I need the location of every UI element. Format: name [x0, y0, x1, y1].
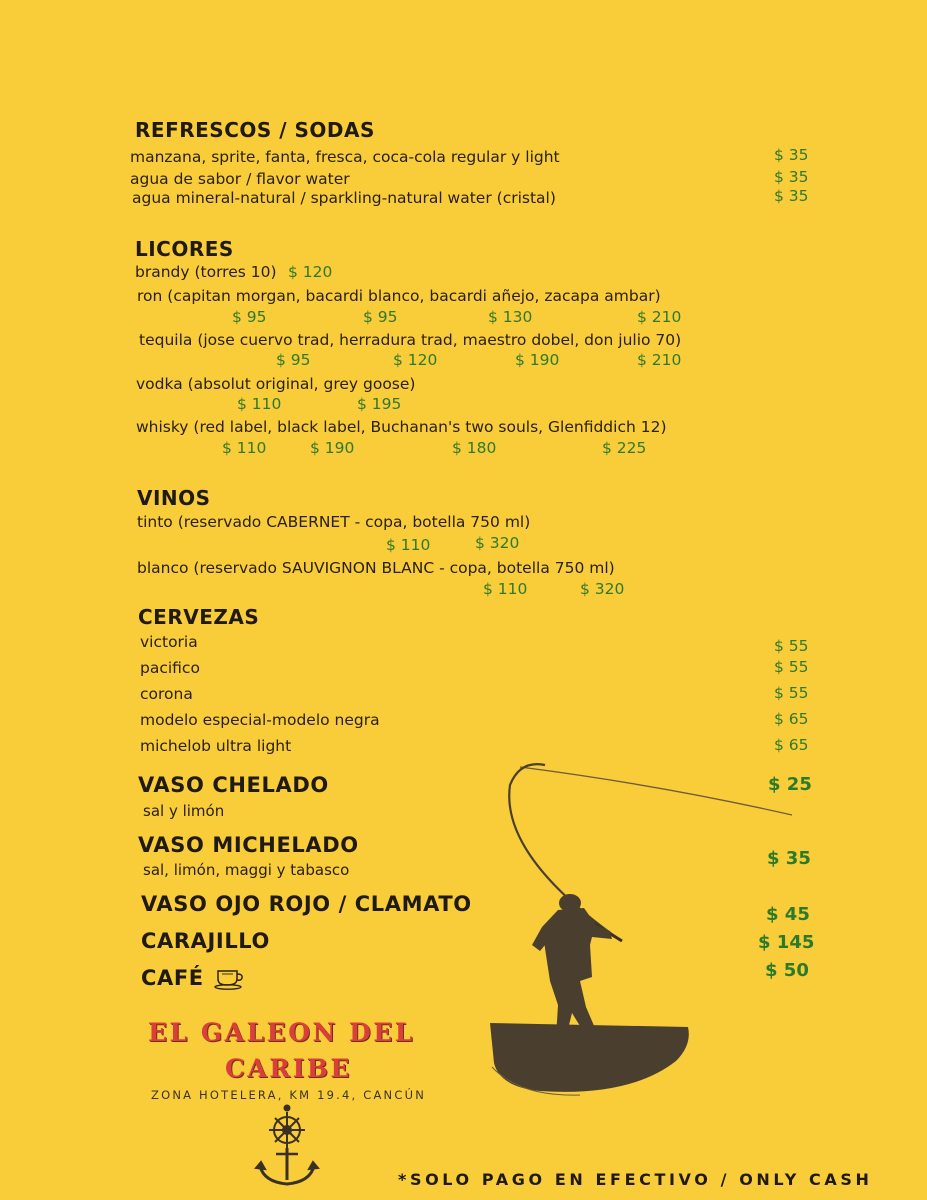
special-price: $ 25 — [768, 774, 812, 795]
menu-item-price: $ 190 — [515, 351, 560, 369]
menu-item-name: modelo especial-modelo negra — [140, 711, 380, 729]
coffee-cup-icon — [213, 966, 247, 990]
special-description: sal, limón, maggi y tabasco — [143, 861, 350, 879]
menu-item-price: $ 225 — [602, 439, 647, 457]
menu-item-name: ron (capitan morgan, bacardi blanco, bacardi añejo, zacapa ambar) — [137, 287, 661, 305]
special-title: VASO CHELADO — [138, 773, 329, 797]
menu-item-price: $ 120 — [288, 263, 333, 281]
special-title: CAFÉ — [141, 966, 204, 990]
menu-item-price: $ 110 — [222, 439, 267, 457]
menu-item-price: $ 195 — [357, 395, 402, 413]
menu-item-price: $ 95 — [232, 308, 267, 326]
menu-item-price: $ 55 — [774, 658, 809, 676]
menu-item-name: corona — [140, 685, 193, 703]
menu-item-name: brandy (torres 10) — [135, 263, 277, 281]
menu-item-price: $ 110 — [483, 580, 528, 598]
menu-item-name: agua de sabor / flavor water — [130, 170, 350, 188]
menu-item-price: $ 190 — [310, 439, 355, 457]
menu-item-name: blanco (reservado SAUVIGNON BLANC - copa, botella 750 ml) — [137, 559, 615, 577]
menu-item-price: $ 95 — [276, 351, 311, 369]
brand-name-line1: EL GALEON DEL — [148, 1018, 415, 1047]
menu-item-name: whisky (red label, black label, Buchanan's two souls, Glenfiddich 12) — [136, 418, 667, 436]
special-price: $ 35 — [767, 848, 811, 869]
menu-item-price: $ 35 — [774, 187, 809, 205]
section-title-sodas: REFRESCOS / SODAS — [135, 118, 375, 142]
menu-item-price: $ 95 — [363, 308, 398, 326]
menu-item-name: victoria — [140, 633, 198, 651]
payment-note: *SOLO PAGO EN EFECTIVO / ONLY CASH — [398, 1170, 873, 1189]
special-price: $ 45 — [766, 904, 810, 925]
special-title: VASO OJO ROJO / CLAMATO — [141, 892, 472, 916]
menu-item-name: vodka (absolut original, grey goose) — [136, 375, 416, 393]
menu-item-price: $ 35 — [774, 168, 809, 186]
menu-item-price: $ 65 — [774, 736, 809, 754]
anchor-helm-icon — [250, 1104, 325, 1190]
special-price: $ 145 — [758, 932, 815, 953]
menu-item-price: $ 55 — [774, 684, 809, 702]
section-title-cervezas: CERVEZAS — [138, 605, 260, 629]
menu-item-name: pacifico — [140, 659, 200, 677]
menu-item-price: $ 130 — [488, 308, 533, 326]
menu-item-price: $ 320 — [580, 580, 625, 598]
special-title: VASO MICHELADO — [138, 833, 359, 857]
special-title: CARAJILLO — [141, 929, 270, 953]
menu-item-name: manzana, sprite, fanta, fresca, coca-cola regular y light — [130, 148, 560, 166]
menu-item-name: tequila (jose cuervo trad, herradura trad, maestro dobel, don julio 70) — [139, 331, 682, 349]
special-price: $ 50 — [765, 960, 809, 981]
brand-name-line2: CARIBE — [225, 1054, 352, 1083]
menu-item-price: $ 35 — [774, 146, 809, 164]
menu-item-price: $ 210 — [637, 351, 682, 369]
menu-item-price: $ 110 — [386, 536, 431, 554]
section-title-vinos: VINOS — [137, 486, 211, 510]
menu-item-price: $ 180 — [452, 439, 497, 457]
menu-item-price: $ 55 — [774, 637, 809, 655]
menu-item-price: $ 210 — [637, 308, 682, 326]
menu-item-price: $ 110 — [237, 395, 282, 413]
menu-item-price: $ 65 — [774, 710, 809, 728]
menu-item-name: tinto (reservado CABERNET - copa, botella 750 ml) — [137, 513, 531, 531]
menu-item-name: agua mineral-natural / sparkling-natural water (cristal) — [132, 189, 556, 207]
special-description: sal y limón — [143, 802, 225, 820]
section-title-licores: LICORES — [135, 237, 234, 261]
brand-address: ZONA HOTELERA, KM 19.4, CANCÚN — [151, 1088, 427, 1102]
fisherman-boat-illustration — [480, 745, 810, 1100]
menu-item-price: $ 120 — [393, 351, 438, 369]
menu-item-price: $ 320 — [475, 534, 520, 552]
menu-item-name: michelob ultra light — [140, 737, 292, 755]
